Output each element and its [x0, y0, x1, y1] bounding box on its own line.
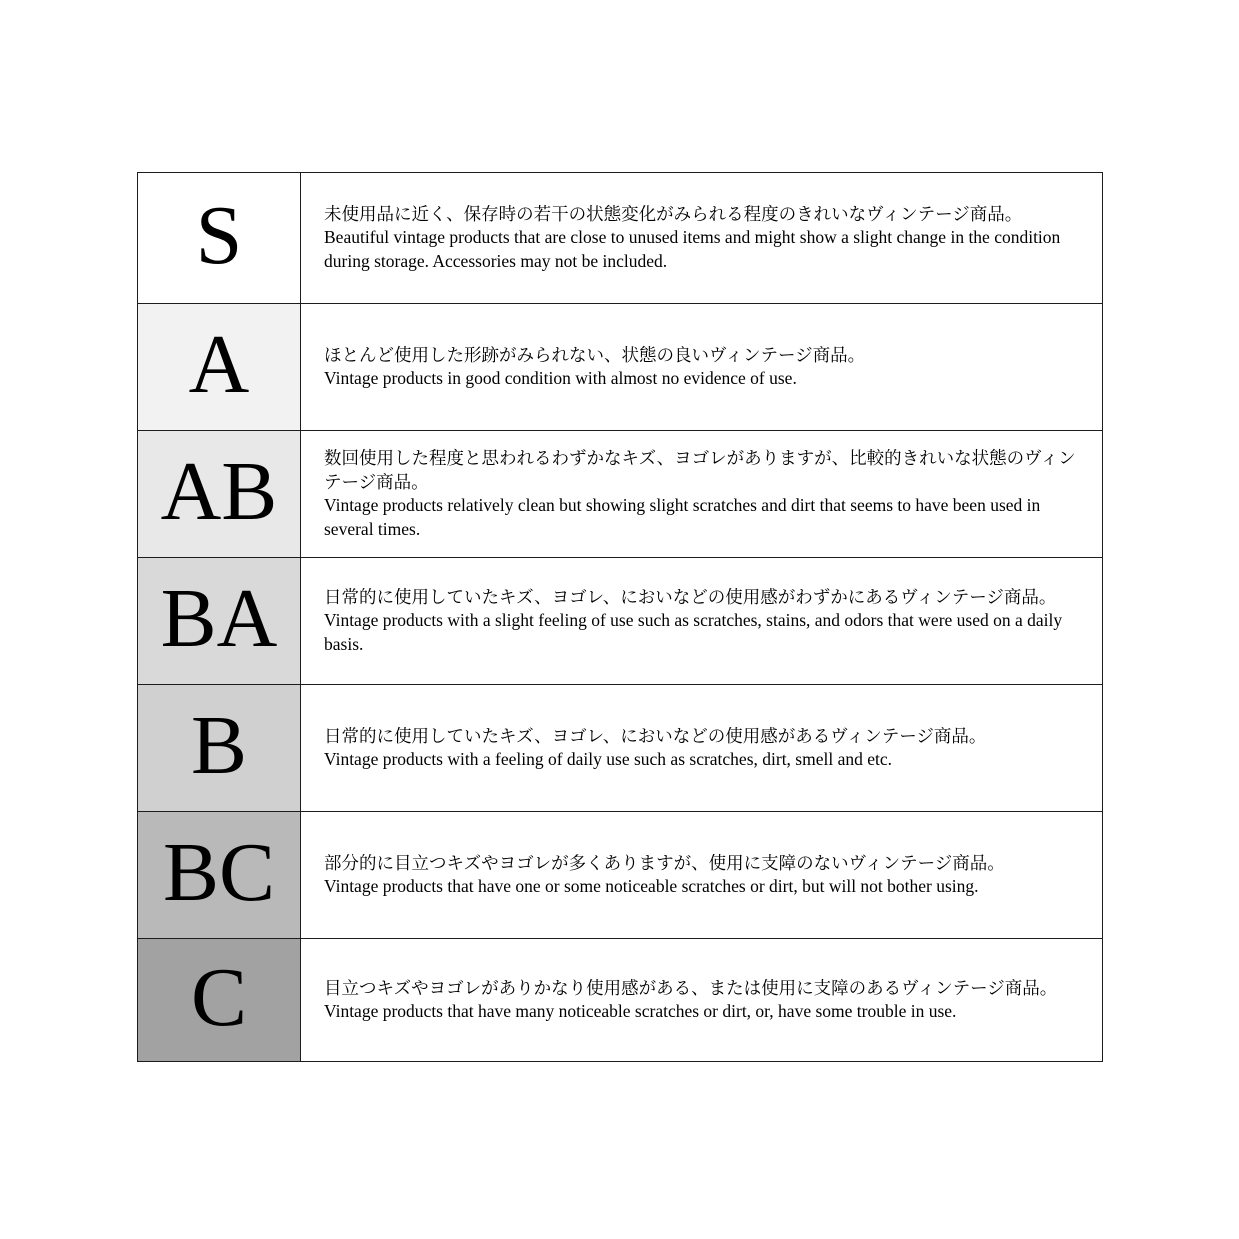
grade-label: AB — [160, 445, 278, 538]
description-english: Vintage products that have many noticeable scratches or dirt, or, have some trouble in use. — [324, 1001, 957, 1021]
grade-cell-a — [138, 304, 301, 430]
grade-label: S — [195, 189, 243, 282]
description-japanese: 部分的に目立つキズやヨゴレが多くありますが、使用に支障のないヴィンテージ商品。 — [324, 852, 1005, 873]
table-row-ba — [138, 557, 1102, 684]
description-cell — [301, 939, 1102, 1061]
table-row-a — [138, 303, 1102, 430]
table-row-b — [138, 684, 1102, 811]
description-japanese: 未使用品に近く、保存時の若干の状態変化がみられる程度のきれいなヴィンテージ商品。 — [324, 203, 1023, 224]
description-english: Vintage products relatively clean but showing slight scratches and dirt that seems to have been used in several times. — [324, 495, 1041, 539]
description-japanese: 目立つキズやヨゴレがありかなり使用感がある、または使用に支障のあるヴィンテージ商品。 — [324, 977, 1058, 998]
grade-label: BA — [160, 572, 278, 665]
grade-cell-s — [138, 173, 301, 303]
description-japanese: 日常的に使用していたキズ、ヨゴレ、においなどの使用感があるヴィンテージ商品。 — [324, 725, 987, 746]
description-japanese: ほとんど使用した形跡がみられない、状態の良いヴィンテージ商品。 — [324, 344, 866, 365]
grade-cell-ab — [138, 431, 301, 557]
grade-cell-b — [138, 685, 301, 811]
description-cell — [301, 685, 1102, 811]
grade-cell-ba — [138, 558, 301, 684]
condition-grade-table — [137, 172, 1103, 1062]
description-cell — [301, 304, 1102, 430]
description-english: Vintage products that have one or some noticeable scratches or dirt, but will not bother using. — [324, 876, 979, 896]
description-cell — [301, 558, 1102, 684]
grade-label: B — [190, 699, 248, 792]
description-english: Vintage products with a feeling of daily use such as scratches, dirt, smell and etc. — [324, 749, 893, 769]
description-english: Vintage products with a slight feeling of use such as scratches, stains, and odors that were used on a daily basis. — [324, 610, 1063, 654]
description-cell — [301, 431, 1102, 557]
table-row-bc — [138, 811, 1102, 938]
description-english: Beautiful vintage products that are close to unused items and might show a slight change in the condition during storage. Accessories may not be included. — [324, 227, 1061, 271]
grade-label: C — [190, 951, 248, 1044]
grade-cell-c — [138, 939, 301, 1061]
description-japanese: 日常的に使用していたキズ、ヨゴレ、においなどの使用感がわずかにあるヴィンテージ商品。 — [324, 586, 1057, 607]
grade-label: BC — [162, 826, 276, 919]
description-english: Vintage products in good condition with almost no evidence of use. — [324, 368, 797, 388]
grade-cell-bc — [138, 812, 301, 938]
description-cell — [301, 812, 1102, 938]
table-row-s — [138, 173, 1102, 303]
grade-label: A — [188, 318, 250, 411]
description-japanese: 数回使用した程度と思われるわずかなキズ、ヨゴレがありますが、比較的きれいな状態のヴィンテージ商品。 — [324, 448, 1076, 492]
table-row-c — [138, 938, 1102, 1061]
description-cell — [301, 173, 1102, 303]
table-row-ab — [138, 430, 1102, 557]
